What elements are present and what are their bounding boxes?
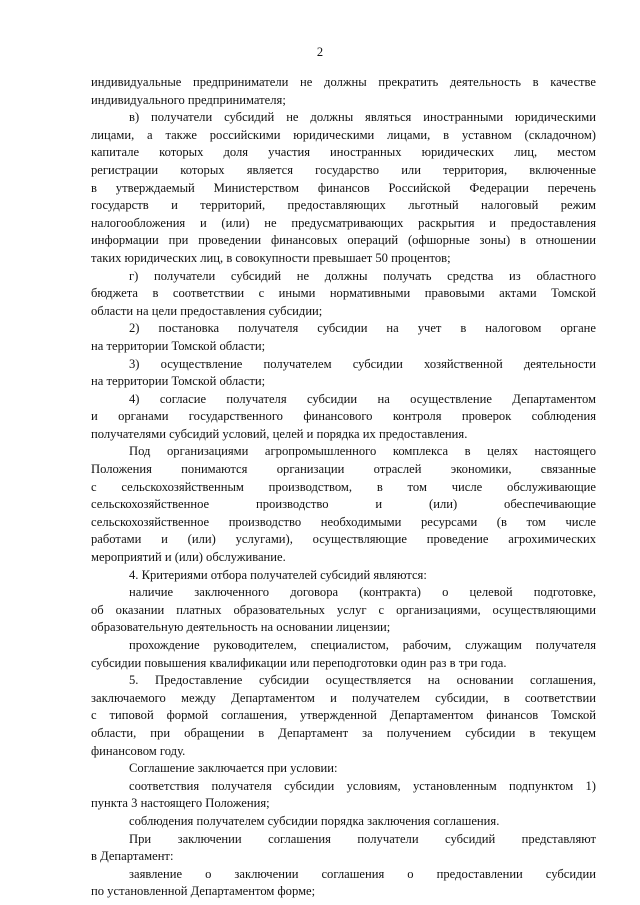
text-line: в) получатели субсидий не должны являться иностранными юридическими: [129, 110, 596, 125]
text-line: г) получатели субсидий не должны получать средства из областного: [129, 268, 596, 283]
text-line: с сельскохозяйственным производством, в том числе обслуживающие: [91, 479, 596, 494]
text-line: мероприятий и (или) обслуживание.: [91, 550, 286, 565]
text-line: бюджета в соответствии с иными нормативными правовыми актами Томской: [91, 286, 596, 301]
text-line: области на цели предоставления субсидии;: [91, 303, 323, 318]
text-line: по установленной Департаментом форме;: [91, 884, 316, 899]
text-line: 5. Предоставление субсидии осуществляется на основании соглашения,: [129, 673, 596, 688]
text-line: Соглашение заключается при условии:: [129, 761, 338, 776]
text-line: 3) осуществление получателем субсидии хозяйственной деятельности: [129, 356, 596, 371]
text-line: При заключении соглашения получатели субсидий представляют: [129, 831, 596, 846]
text-line: регистрации которых является государство или территория, включенные: [91, 162, 596, 177]
text-line: работами и (или) услугами), осуществляющие проведение агрохимических: [91, 532, 596, 547]
text-line: пункта 3 настоящего Положения;: [91, 796, 270, 811]
text-line: наличие заключенного договора (контракта) о целевой подготовке,: [129, 585, 596, 600]
text-line: информации при проведении финансовых операций (офшорные зоны) в отношении: [91, 233, 596, 248]
text-line: и органами государственного финансового контроля проверок соблюдения: [91, 409, 596, 424]
document-body: [91, 74, 596, 901]
text-line: индивидуальные предприниматели не должны прекратить деятельность в качестве: [91, 75, 596, 89]
text-line: в утверждаемый Министерством финансов Российской Федерации перечень: [91, 180, 596, 195]
text-line: заявление о заключении соглашения о предоставлении субсидии: [129, 866, 596, 881]
text-line: получателями субсидий условий, целей и порядка их предоставления.: [91, 426, 468, 441]
text-line: капитале которых доля участия иностранных юридических лиц, местом: [91, 145, 596, 160]
page-number: 2: [316, 45, 324, 59]
text-line: Положения понимаются организации отраслей экономики, связанные: [91, 462, 596, 477]
text-line: об оказании платных образовательных услуг с организациями, осуществляющими: [91, 602, 596, 617]
text-line: 2) постановка получателя субсидии на учет в налоговом органе: [129, 321, 596, 336]
text-line: области, при обращении в Департамент за получением субсидии в текущем: [91, 725, 596, 740]
text-line: субсидии повышения квалификации или переподготовки один раз в три года.: [91, 655, 507, 670]
text-line: на территории Томской области;: [91, 338, 266, 353]
text-line: сельскохозяйственное производство необходимыми ресурсами (в том числе: [91, 514, 596, 529]
text-line: индивидуального предпринимателя;: [91, 92, 286, 107]
text-line: лицами, а также российскими юридическими лицами, в уставном (складочном): [91, 127, 596, 142]
text-line: заключаемого между Департаментом и получателем субсидии, в соответствии: [91, 690, 596, 705]
text-line: государств и территорий, предоставляющих льготный налоговый режим: [91, 198, 596, 213]
text-line: 4) согласие получателя субсидии на осуществление Департаментом: [129, 391, 596, 406]
text-line: сельскохозяйственное производство и (или) обеспечивающие: [91, 497, 596, 512]
text-line: финансовом году.: [91, 743, 186, 758]
text-line: образовательную деятельность на основании лицензии;: [91, 620, 391, 635]
text-line: налогообложения и (или) не предусматривающих раскрытия и предоставления: [91, 215, 596, 230]
text-line: соблюдения получателем субсидии порядка заключения соглашения.: [129, 813, 500, 828]
text-line: в Департамент:: [91, 849, 174, 864]
text-line: Под организациями агропромышленного комплекса в целях настоящего: [129, 444, 596, 459]
text-line: таких юридических лиц, в совокупности превышает 50 процентов;: [91, 250, 451, 265]
text-line: 4. Критериями отбора получателей субсидий являются:: [129, 567, 427, 582]
text-line: прохождение руководителем, специалистом, рабочим, служащим получателя: [129, 638, 596, 652]
text-line: с типовой формой соглашения, утвержденной Департаментом финансов Томской: [91, 708, 596, 723]
text-line: на территории Томской области;: [91, 374, 266, 389]
text-line: соответствия получателя субсидии условиям, установленным подпунктом 1): [129, 778, 596, 793]
